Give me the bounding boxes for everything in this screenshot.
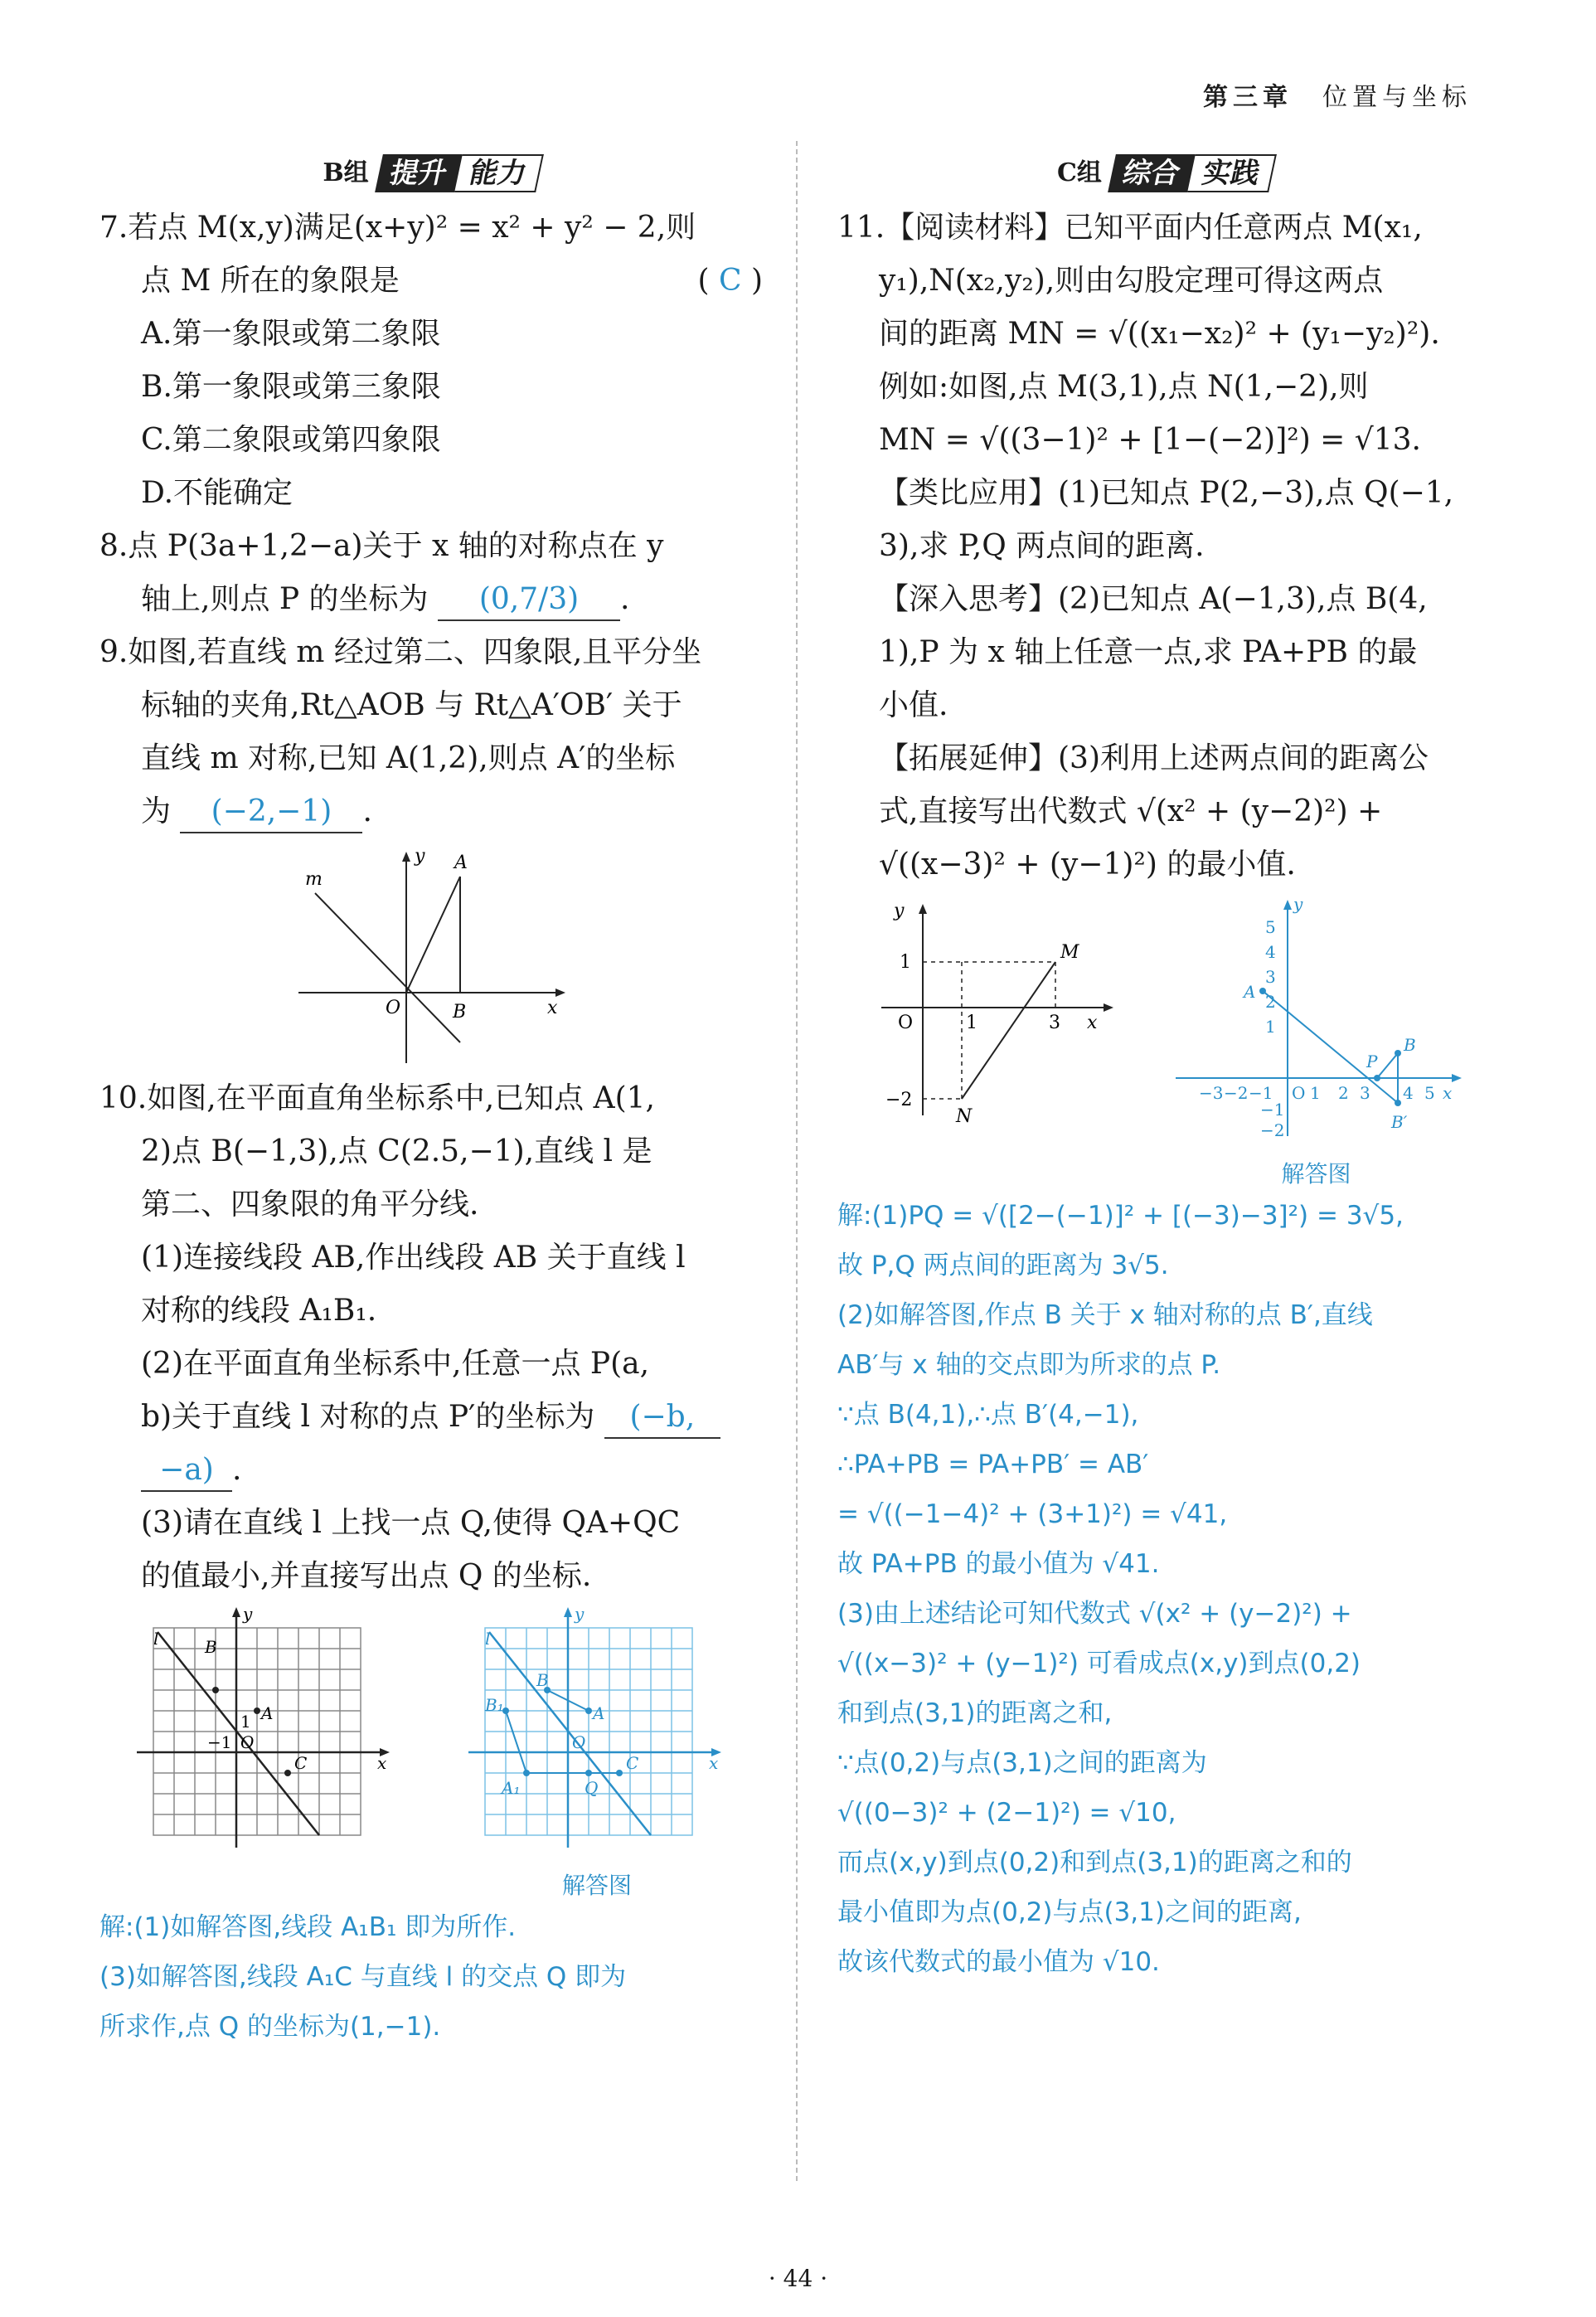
sol11-line5: ∵点 B(4,1),∴点 B′(4,−1), — [837, 1400, 1139, 1430]
q7-option-b: B.第一象限或第三象限 — [141, 370, 441, 404]
page-number: · 44 · — [768, 2265, 828, 2292]
q9-line3: 直线 m 对称,已知 A(1,2),则点 A′的坐标 — [141, 741, 676, 775]
afig11-p: P — [1366, 1052, 1377, 1071]
fig10-mone: −1 — [207, 1732, 232, 1752]
q8-answer: (0,7/3) — [438, 580, 620, 621]
q7-line1: 7.若点 M(x,y)满足(x+y)² = x² + y² − 2,则 — [99, 211, 696, 245]
q10-part3a: (3)请在直线 l 上找一点 Q,使得 QA+QC — [141, 1506, 681, 1540]
fig10-x: x — [377, 1753, 387, 1773]
sol10-part3b: 所求作,点 Q 的坐标为(1,−1). — [99, 2012, 441, 2042]
chapter-number: 第三章 — [1203, 83, 1293, 112]
q10-part3b: 的值最小,并直接写出点 Q 的坐标. — [141, 1559, 592, 1593]
q7-option-d: D.不能确定 — [141, 476, 293, 510]
right-column — [837, 145, 1492, 1987]
fig11-three: 3 — [1048, 1013, 1060, 1033]
sol11-line8: 故 PA+PB 的最小值为 √41. — [837, 1549, 1160, 1579]
fig10-b: B — [205, 1637, 217, 1657]
afig10-a: A — [593, 1703, 605, 1723]
fig10-o: O — [240, 1732, 255, 1752]
q7-answer: C — [718, 264, 742, 298]
afig11-yt1: 1 — [1264, 1017, 1276, 1037]
sol11-line10: √((x−3)² + (y−1)²) 可看成点(x,y)到点(0,2) — [837, 1649, 1361, 1678]
answer-figure-q10-svg — [460, 1603, 734, 1852]
q7-option-c: C.第二象限或第四象限 — [141, 423, 441, 457]
sol10-part3a: (3)如解答图,线段 A₁C 与直线 l 的交点 Q 即为 — [99, 1962, 627, 1992]
afig11-yt2: 2 — [1264, 992, 1276, 1012]
solution-11 — [837, 1191, 1492, 1987]
q9-line2: 标轴的夹角,Rt△AOB 与 Rt△A′OB′ 关于 — [141, 688, 682, 722]
sol10-part1: 解:(1)如解答图,线段 A₁B₁ 即为所作. — [99, 1912, 517, 1942]
q11-line12: 式,直接写出代数式 √(x² + (y−2)²) + — [879, 794, 1383, 828]
sol11-line6: ∴PA+PB = PA+PB′ = AB′ — [837, 1450, 1149, 1479]
fig11-n: N — [955, 1106, 972, 1124]
q10-part2c: −a) . — [99, 1444, 763, 1497]
answer-figure-q11 — [1167, 891, 1466, 1191]
sol11-line7: = √((−1−4)² + (3+1)²) = √41, — [837, 1499, 1228, 1529]
answer-figure-q11-svg — [1167, 891, 1466, 1140]
banner-c — [837, 145, 1492, 192]
afig11-xtm3: −3 — [1198, 1083, 1223, 1103]
afig11-yt5: 5 — [1264, 917, 1276, 937]
fig11-m: M — [1060, 942, 1079, 963]
fig11-mtwo: −2 — [885, 1090, 912, 1110]
q11-line4: 例如:如图,点 M(3,1),点 N(1,−2),则 — [879, 370, 1369, 404]
afig11-a: A — [1243, 982, 1255, 1002]
fig11-one: 1 — [899, 952, 911, 973]
q11-line7: 3),求 P,Q 两点间的距离. — [879, 529, 1205, 563]
q11-answer-caption: 解答图 — [1281, 1160, 1351, 1188]
afig10-o: O — [572, 1732, 586, 1752]
afig10-x: x — [709, 1753, 719, 1773]
q10-answer-b: −a) — [141, 1450, 232, 1492]
figure-q9 — [290, 843, 572, 1067]
afig10-q: Q — [585, 1778, 599, 1798]
fig9-b: B — [453, 1002, 467, 1022]
afig10-b1: B₁ — [485, 1695, 504, 1715]
afig10-b: B — [536, 1670, 549, 1690]
afig11-yt4: 4 — [1264, 942, 1276, 962]
afig11-o: O — [1291, 1083, 1305, 1103]
fig9-o: O — [386, 998, 401, 1018]
q8-line1: 8.点 P(3a+1,2−a)关于 x 轴的对称点在 y — [99, 529, 664, 563]
banner-tag1-c: 综合 — [1108, 154, 1196, 192]
question-10 — [99, 1072, 763, 1603]
chapter-header — [1203, 76, 1472, 113]
sol11-line4: AB′与 x 轴的交点即为所求的点 P. — [837, 1350, 1221, 1380]
afig11-bp: B′ — [1390, 1112, 1407, 1132]
q11-line5: MN = √((3−1)² + [1−(−2)]²) = √13. — [879, 423, 1421, 457]
sol11-line13: √((0−3)² + (2−1)²) = √10, — [837, 1798, 1176, 1828]
figure-q11 — [865, 891, 1113, 1124]
fig11-y: y — [893, 901, 904, 921]
q11-line10: 小值. — [879, 688, 948, 722]
fig10-y: y — [243, 1604, 253, 1624]
afig11-x: x — [1442, 1083, 1452, 1103]
afig10-y: y — [575, 1604, 585, 1624]
column-divider — [796, 141, 798, 2181]
afig11-y: y — [1293, 894, 1303, 914]
afig11-xt2: 2 — [1337, 1083, 1349, 1103]
solution-10 — [99, 1902, 763, 2052]
fig11-x: x — [1086, 1013, 1097, 1033]
q10-part2b: b)关于直线 l 对称的点 P′的坐标为 (−b, — [99, 1391, 763, 1444]
figures-q11 — [837, 891, 1492, 1191]
figures-q10 — [99, 1603, 763, 1902]
banner-group-c: C组 — [1057, 158, 1102, 187]
q10-line3: 第二、四象限的角平分线. — [141, 1188, 479, 1222]
q7-option-a: A.第一象限或第二象限 — [141, 317, 441, 351]
q11-line13: √((x−3)² + (y−1)²) 的最小值. — [879, 848, 1296, 882]
sol11-line9: (3)由上述结论可知代数式 √(x² + (y−2)²) + — [837, 1599, 1352, 1629]
question-8 — [99, 520, 763, 626]
question-7 — [99, 202, 763, 520]
q11-line11: 【拓展延伸】(3)利用上述两点间的距离公 — [879, 741, 1429, 775]
q10-answer-caption: 解答图 — [561, 1872, 632, 1899]
q10-part2a: (2)在平面直角坐标系中,任意一点 P(a, — [141, 1347, 650, 1381]
afig11-ytm1: −1 — [1259, 1100, 1284, 1120]
banner-tag2: 能力 — [454, 154, 544, 192]
sol11-line11: 和到点(3,1)的距离之和, — [837, 1698, 1113, 1728]
q9-line1: 9.如图,若直线 m 经过第二、四象限,且平分坐 — [99, 635, 702, 669]
sol11-line3: (2)如解答图,作点 B 关于 x 轴对称的点 B′,直线 — [837, 1300, 1373, 1330]
fig10-a: A — [261, 1703, 274, 1723]
afig11-xt4: 4 — [1402, 1083, 1414, 1103]
banner-tag2-c: 实践 — [1187, 154, 1277, 192]
afig11-xtm2: −2 — [1223, 1083, 1248, 1103]
fig9-m: m — [305, 869, 323, 890]
figure-q10 — [129, 1603, 402, 1852]
sol11-line1: 解:(1)PQ = √([2−(−1)]² + [(−3)−3]²) = 3√5, — [837, 1201, 1404, 1231]
q10-part1b: 对称的线段 A₁B₁. — [141, 1294, 377, 1328]
q10-line1: 10.如图,在平面直角坐标系中,已知点 A(1, — [99, 1081, 655, 1115]
sol11-line16: 故该代数式的最小值为 √10. — [837, 1947, 1160, 1977]
fig11-x1: 1 — [965, 1013, 977, 1033]
q10-line2: 2)点 B(−1,3),点 C(2.5,−1),直线 l 是 — [141, 1134, 652, 1168]
q11-line1: 11.【阅读材料】已知平面内任意两点 M(x₁, — [837, 211, 1423, 245]
banner-group: B组 — [323, 158, 369, 187]
q10-answer-a: (−b, — [604, 1397, 720, 1439]
q11-line2: y₁),N(x₂,y₂),则由勾股定理可得这两点 — [879, 264, 1384, 298]
question-9 — [99, 626, 763, 838]
fig10-one: 1 — [240, 1712, 251, 1732]
fig9-x: x — [547, 998, 558, 1018]
question-11 — [837, 202, 1492, 891]
banner-tag1: 提升 — [375, 154, 463, 192]
afig10-c: C — [626, 1753, 639, 1773]
afig11-xt1: 1 — [1309, 1083, 1321, 1103]
q11-line9: 1),P 为 x 轴上任意一点,求 PA+PB 的最 — [879, 635, 1418, 669]
afig11-xt5: 5 — [1424, 1083, 1435, 1103]
fig10-c: C — [294, 1753, 308, 1773]
fig10-l: l — [153, 1629, 159, 1649]
q9-line4: 为 (−2,−1) . — [99, 785, 763, 838]
afig10-l: l — [485, 1629, 491, 1649]
afig11-xt3: 3 — [1359, 1083, 1370, 1103]
fig9-a: A — [454, 852, 468, 873]
answer-figure-q10 — [460, 1603, 734, 1902]
afig11-xtm1: −1 — [1248, 1083, 1273, 1103]
sol11-line15: 最小值即为点(0,2)与点(3,1)之间的距离, — [837, 1897, 1302, 1927]
afig10-a1: A₁ — [502, 1778, 521, 1798]
sol11-line14: 而点(x,y)到点(0,2)和到点(3,1)的距离之和的 — [837, 1848, 1352, 1877]
sol11-line2: 故 P,Q 两点间的距离为 3√5. — [837, 1251, 1169, 1280]
q11-line3: 间的距离 MN = √((x₁−x₂)² + (y₁−y₂)²). — [879, 317, 1440, 351]
sol11-line12: ∵点(0,2)与点(3,1)之间的距离为 — [837, 1748, 1207, 1778]
q8-line2: 轴上,则点 P 的坐标为 (0,7/3) . — [99, 573, 763, 626]
afig11-ytm2: −2 — [1259, 1120, 1284, 1140]
fig11-o: O — [897, 1013, 913, 1033]
fig9-y: y — [415, 846, 425, 867]
banner-b — [99, 145, 763, 192]
q10-part1a: (1)连接线段 AB,作出线段 AB 关于直线 l — [141, 1241, 686, 1275]
left-column — [99, 145, 763, 2052]
afig11-yt3: 3 — [1264, 967, 1276, 987]
q11-line8: 【深入思考】(2)已知点 A(−1,3),点 B(4, — [879, 582, 1428, 616]
chapter-title: 位置与坐标 — [1322, 83, 1472, 112]
q9-answer: (−2,−1) — [180, 792, 362, 833]
afig11-b: B — [1403, 1035, 1416, 1055]
q11-line6: 【类比应用】(1)已知点 P(2,−3),点 Q(−1, — [879, 476, 1454, 510]
q7-line2: 点 M 所在的象限是 ( C ) — [141, 264, 763, 298]
